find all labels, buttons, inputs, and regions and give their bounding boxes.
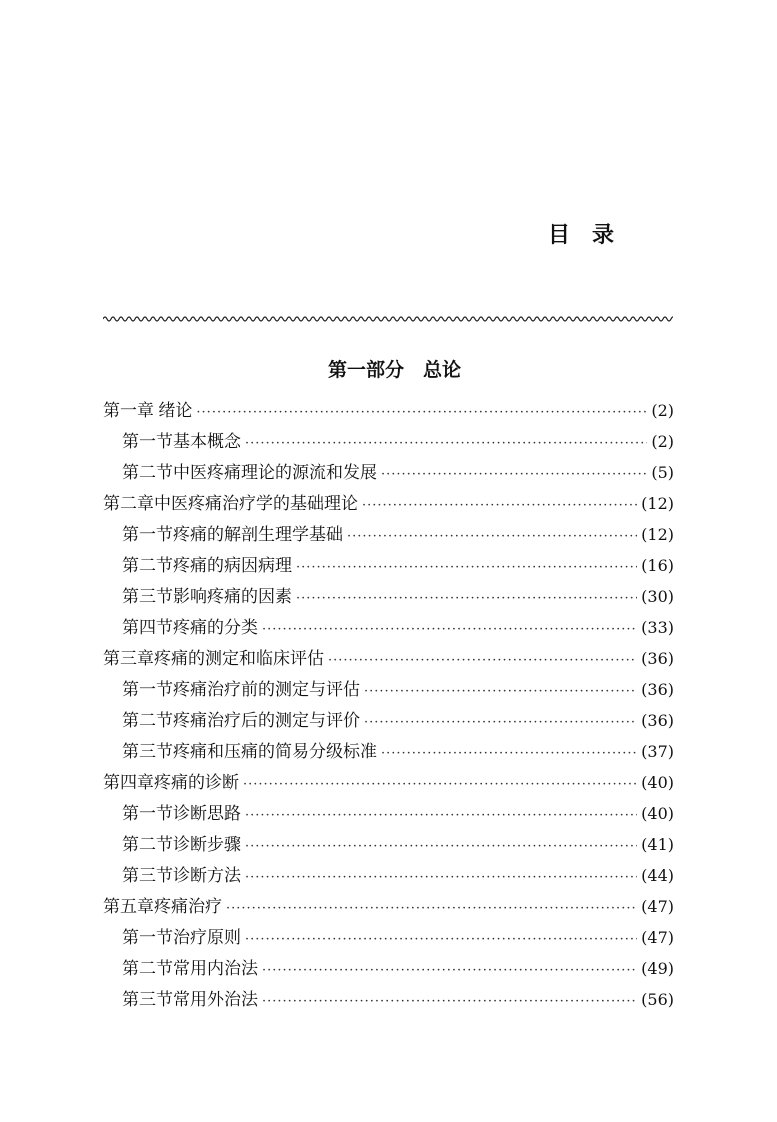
dot-leader — [381, 740, 637, 768]
entry-title: 基本概念 — [173, 432, 241, 452]
dot-leader — [243, 771, 637, 799]
entry-label: 第一节 — [122, 525, 173, 545]
toc-entry-section[interactable] — [122, 676, 674, 704]
entry-title: 常用内治法 — [173, 959, 258, 979]
entry-label: 第四节 — [122, 618, 173, 638]
entry-title: 中医疼痛治疗学的基础理论 — [154, 494, 358, 514]
entry-title: 疼痛和压痛的简易分级标准 — [173, 742, 377, 762]
entry-title: 疼痛的测定和临床评估 — [154, 649, 324, 669]
dot-leader — [196, 399, 647, 427]
entry-label: 第二节 — [122, 959, 173, 979]
toc-entry-section[interactable] — [122, 738, 674, 766]
toc-entry-chapter-2[interactable] — [103, 490, 674, 518]
entry-page: (5) — [651, 463, 674, 482]
entry-page: (40) — [641, 773, 674, 792]
entry-label: 第二节 — [122, 711, 173, 731]
dot-leader — [296, 554, 637, 582]
toc-entry-section[interactable] — [122, 707, 674, 735]
entry-page: (36) — [641, 711, 674, 730]
entry-title: 疼痛的解剖生理学基础 — [173, 525, 343, 545]
entry-title: 影响疼痛的因素 — [173, 587, 292, 607]
entry-page: (37) — [641, 742, 674, 761]
entry-label: 第三章 — [103, 649, 154, 669]
entry-title: 疼痛的病因病理 — [173, 556, 292, 576]
toc-entry-chapter-3[interactable] — [103, 645, 674, 673]
toc-entry-section[interactable] — [122, 428, 674, 456]
dot-leader — [362, 492, 637, 520]
entry-page: (36) — [641, 649, 674, 668]
entry-page: (40) — [641, 804, 674, 823]
toc-entry-section[interactable] — [122, 459, 674, 487]
entry-page: (41) — [641, 835, 674, 854]
entry-label: 第三节 — [122, 990, 173, 1010]
toc-entry-section[interactable] — [122, 583, 674, 611]
entry-page: (16) — [641, 556, 674, 575]
dot-leader — [245, 833, 637, 861]
entry-label: 第五章 — [103, 897, 154, 917]
toc-entry-chapter-5[interactable] — [103, 893, 674, 921]
entry-title: 疼痛的诊断 — [154, 773, 239, 793]
toc-entry-chapter-4[interactable] — [103, 769, 674, 797]
entry-label: 第三节 — [122, 866, 173, 886]
dot-leader — [226, 895, 637, 923]
toc-entry-section[interactable] — [122, 800, 674, 828]
entry-title: 疼痛治疗 — [154, 897, 222, 917]
entry-page: (56) — [641, 990, 674, 1009]
dot-leader — [245, 926, 637, 954]
entry-title: 诊断方法 — [173, 866, 241, 886]
entry-label: 第一节 — [122, 928, 173, 948]
toc-entry-section[interactable] — [122, 862, 674, 890]
entry-label: 第四章 — [103, 773, 154, 793]
entry-label: 第二节 — [122, 835, 173, 855]
entry-label: 第一章 — [103, 401, 154, 421]
entry-page: (12) — [641, 494, 674, 513]
entry-page: (30) — [641, 587, 674, 606]
toc-entry-section[interactable] — [122, 924, 674, 952]
entry-title: 治疗原则 — [173, 928, 241, 948]
entry-label: 第三节 — [122, 587, 173, 607]
dot-leader — [347, 523, 637, 551]
dot-leader — [381, 461, 647, 489]
entry-page: (49) — [641, 959, 674, 978]
page-title: 目录 — [548, 223, 637, 248]
entry-label: 第一节 — [122, 804, 173, 824]
dot-leader — [245, 802, 637, 830]
toc-entry-section[interactable] — [122, 614, 674, 642]
entry-page: (2) — [651, 432, 674, 451]
entry-page: (33) — [641, 618, 674, 637]
entry-page: (36) — [641, 680, 674, 699]
entry-title: 绪论 — [158, 401, 193, 421]
entry-title: 疼痛治疗前的测定与评估 — [173, 680, 360, 700]
toc-entry-section[interactable] — [122, 521, 674, 549]
entry-title: 中医疼痛理论的源流和发展 — [173, 463, 377, 483]
toc-entry-section[interactable] — [122, 955, 674, 983]
dot-leader — [296, 585, 637, 613]
dot-leader — [364, 709, 637, 737]
entry-title: 疼痛的分类 — [173, 618, 258, 638]
entry-title: 诊断步骤 — [173, 835, 241, 855]
dot-leader — [262, 957, 637, 985]
entry-title: 常用外治法 — [173, 990, 258, 1010]
dot-leader — [245, 430, 647, 458]
dot-leader — [364, 678, 637, 706]
entry-title: 诊断思路 — [173, 804, 241, 824]
entry-label: 第一节 — [122, 432, 173, 452]
entry-label: 第二节 — [122, 556, 173, 576]
wavy-divider — [103, 313, 673, 325]
toc-entry-chapter-1[interactable] — [103, 397, 674, 425]
entry-page: (2) — [651, 401, 674, 420]
entry-label: 第二章 — [103, 494, 154, 514]
part-title: 第一部分 总论 — [327, 359, 461, 381]
dot-leader — [328, 647, 637, 675]
entry-title: 疼痛治疗后的测定与评价 — [173, 711, 360, 731]
dot-leader — [262, 616, 637, 644]
toc-entry-section[interactable] — [122, 552, 674, 580]
entry-page: (44) — [641, 866, 674, 885]
entry-label: 第一节 — [122, 680, 173, 700]
toc-entry-section[interactable] — [122, 831, 674, 859]
toc-entry-section[interactable] — [122, 986, 674, 1014]
dot-leader — [245, 864, 637, 892]
entry-label: 第三节 — [122, 742, 173, 762]
entry-label: 第二节 — [122, 463, 173, 483]
entry-page: (47) — [641, 928, 674, 947]
entry-page: (12) — [641, 525, 674, 544]
entry-page: (47) — [641, 897, 674, 916]
dot-leader — [262, 988, 637, 1016]
